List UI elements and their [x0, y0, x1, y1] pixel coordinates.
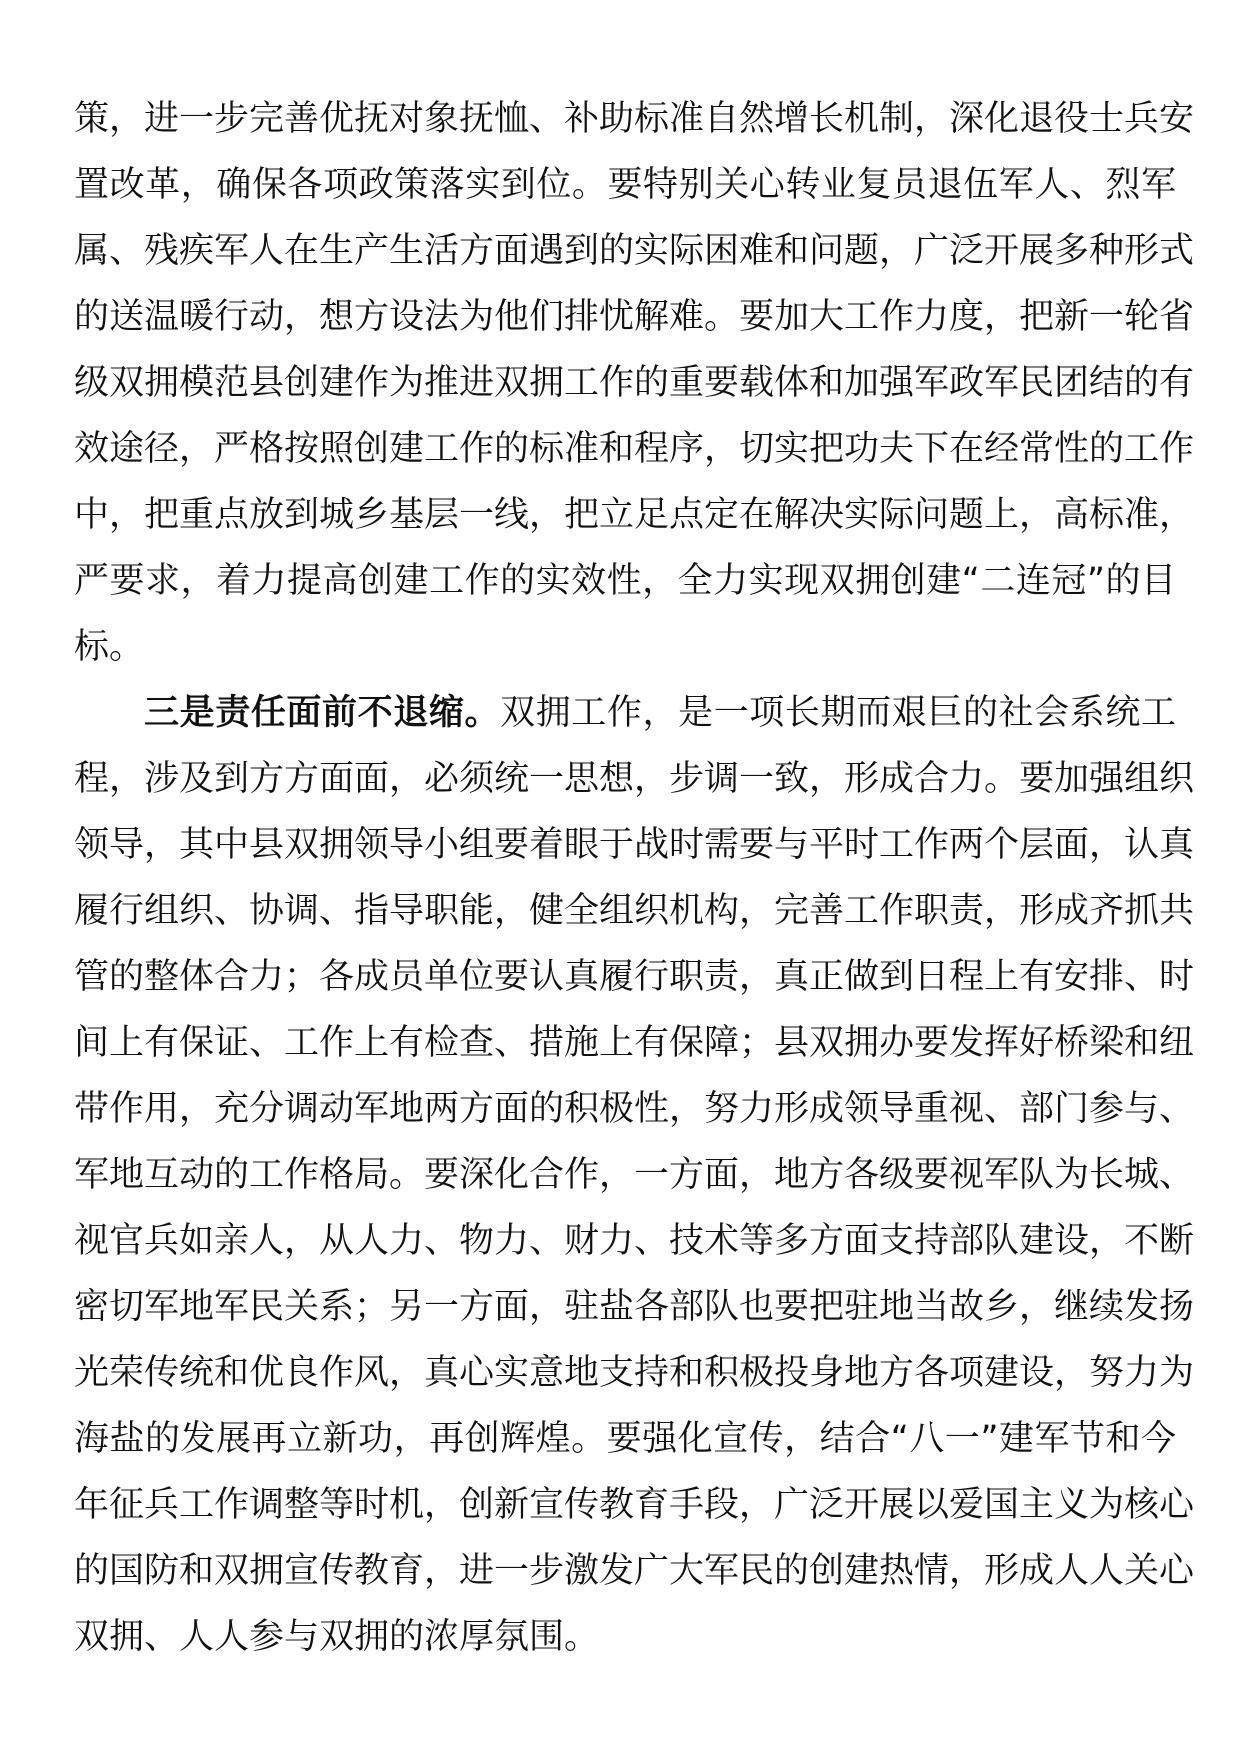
- text-line: 属、残疾军人在生产生活方面遇到的实际困难和问题，广泛开展多种形式: [74, 231, 1195, 271]
- document-page: [74, 86, 1195, 1670]
- text-line: 年征兵工作调整等时机，创新宣传教育手段，广泛开展以爱国主义为核心: [74, 1485, 1195, 1525]
- text-line: 效途径，严格按照创建工作的标准和程序，切实把功夫下在经常性的工作: [74, 429, 1195, 469]
- text-line: 标。: [74, 627, 145, 667]
- text-line: 履行组织、协调、指导职能，健全组织机构，完善工作职责，形成齐抓共: [74, 891, 1195, 931]
- text-line: 程，涉及到方方面面，必须统一思想，步调一致，形成合力。要加强组织: [74, 759, 1195, 799]
- paragraph-heading: 三是责任面前不退缩。: [144, 693, 501, 733]
- text-line: 中，把重点放到城乡基层一线，把立足点定在解决实际问题上，高标准，: [74, 495, 1195, 535]
- text-line: 置改革，确保各项政策落实到位。要特别关心转业复员退伍军人、烈军: [74, 165, 1176, 205]
- text-line: 管的整体合力；各成员单位要认真履行职责，真正做到日程上有安排、时: [74, 957, 1195, 997]
- text-line: 视官兵如亲人，从人力、物力、财力、技术等多方面支持部队建设，不断: [74, 1221, 1195, 1261]
- paragraph-1: [74, 86, 1195, 680]
- text-line: 策，进一步完善优抚对象抚恤、补助标准自然增长机制，深化退役士兵安: [74, 99, 1195, 139]
- text-line: 军地互动的工作格局。要深化合作，一方面，地方各级要视军队为长城、: [74, 1155, 1195, 1195]
- text-line: 的送温暖行动，想方设法为他们排忧解难。要加大工作力度，把新一轮省: [74, 297, 1195, 337]
- text-line: 带作用，充分调动军地两方面的积极性，努力形成领导重视、部门参与、: [74, 1089, 1195, 1129]
- text-line: 的国防和双拥宣传教育，进一步激发广大军民的创建热情，形成人人关心: [74, 1551, 1195, 1591]
- text-line: 级双拥模范县创建作为推进双拥工作的重要载体和加强军政军民团结的有: [74, 363, 1195, 403]
- text-line: 密切军地军民关系；另一方面，驻盐各部队也要把驻地当故乡，继续发扬: [74, 1287, 1195, 1327]
- text-line: 海盐的发展再立新功，再创辉煌。要强化宣传，结合“八一”建军节和今: [74, 1419, 1176, 1459]
- text-line: 严要求，着力提高创建工作的实效性，全力实现双拥创建“二连冠”的目: [74, 561, 1176, 601]
- text-line: 间上有保证、工作上有检查、措施上有保障；县双拥办要发挥好桥梁和纽: [74, 1023, 1195, 1063]
- text-line: 双拥、人人参与双拥的浓厚氛围。: [74, 1617, 600, 1657]
- paragraph-first-line: [74, 680, 1176, 746]
- paragraph-2: [74, 680, 1195, 1670]
- heading-line-rest: 双拥工作，是一项长期而艰巨的社会系统工: [500, 693, 1176, 733]
- text-line: 光荣传统和优良作风，真心实意地支持和积极投身地方各项建设，努力为: [74, 1353, 1195, 1393]
- text-line: 领导，其中县双拥领导小组要着眼于战时需要与平时工作两个层面，认真: [74, 825, 1195, 865]
